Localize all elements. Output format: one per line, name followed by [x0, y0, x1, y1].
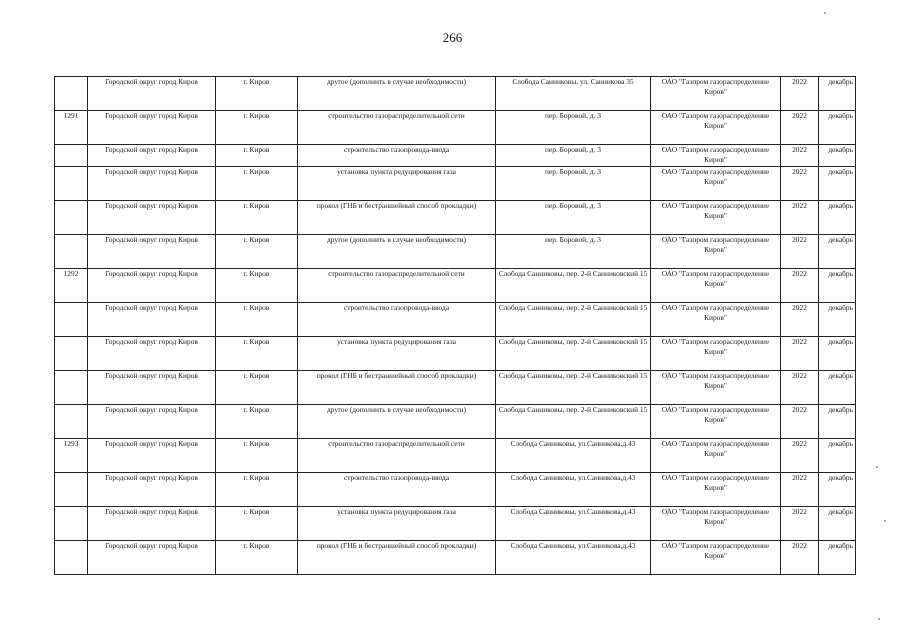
year-cell: 2022: [781, 77, 819, 111]
month-cell: декабрь: [819, 303, 856, 337]
year-cell: 2022: [781, 269, 819, 303]
row-number: [55, 473, 88, 507]
work-type-cell: другое (дополнить в случае необходимости): [298, 77, 496, 111]
row-number: [55, 507, 88, 541]
district-cell: Городской округ город Киров: [88, 337, 216, 371]
work-type-cell: строительство газопровода-ввода: [298, 303, 496, 337]
district-cell: Городской округ город Киров: [88, 167, 216, 201]
month-cell: декабрь: [819, 167, 856, 201]
row-number: [55, 405, 88, 439]
address-cell: Слобода Санниковы, пер. 2-й Санниковский 15: [496, 269, 651, 303]
year-cell: 2022: [781, 473, 819, 507]
organization-cell: ОАО "Газпром газораспределение Киров": [651, 405, 781, 439]
month-cell: декабрь: [819, 507, 856, 541]
row-number: [55, 303, 88, 337]
district-cell: Городской округ город Киров: [88, 371, 216, 405]
work-type-cell: установка пункта редуцирования газа: [298, 167, 496, 201]
district-cell: Городской округ город Киров: [88, 201, 216, 235]
city-cell: г. Киров: [216, 337, 298, 371]
address-cell: Слобода Санниковы, ул. Санникова 35: [496, 77, 651, 111]
city-cell: г. Киров: [216, 439, 298, 473]
work-type-cell: строительство газопровода-ввода: [298, 473, 496, 507]
month-cell: декабрь: [819, 111, 856, 145]
row-number: [55, 235, 88, 269]
month-cell: декабрь: [819, 235, 856, 269]
work-type-cell: прокол (ГНБ и бестраншейный способ прокладки): [298, 371, 496, 405]
organization-cell: ОАО "Газпром газораспределение Киров": [651, 145, 781, 167]
row-number: [55, 145, 88, 167]
table-row: [55, 269, 856, 303]
organization-cell: ОАО "Газпром газораспределение Киров": [651, 235, 781, 269]
organization-cell: ОАО "Газпром газораспределение Киров": [651, 371, 781, 405]
district-cell: Городской округ город Киров: [88, 235, 216, 269]
row-number: [55, 201, 88, 235]
row-number: [55, 167, 88, 201]
year-cell: 2022: [781, 337, 819, 371]
district-cell: Городской округ город Киров: [88, 473, 216, 507]
district-cell: Городской округ город Киров: [88, 303, 216, 337]
organization-cell: ОАО "Газпром газораспределение Киров": [651, 439, 781, 473]
city-cell: г. Киров: [216, 145, 298, 167]
work-type-cell: другое (дополнить в случае необходимости): [298, 405, 496, 439]
district-cell: Городской округ город Киров: [88, 507, 216, 541]
address-cell: Слобода Санниковы, пер. 2-й Санниковский 15: [496, 405, 651, 439]
district-cell: Городской округ город Киров: [88, 145, 216, 167]
table-row: [55, 201, 856, 235]
address-cell: Слобода Санниковы, пер. 2-й Санниковский 15: [496, 303, 651, 337]
address-cell: Слобода Санниковы, ул.Санникова,д.43: [496, 507, 651, 541]
city-cell: г. Киров: [216, 269, 298, 303]
table-row: [55, 337, 856, 371]
district-cell: Городской округ город Киров: [88, 111, 216, 145]
year-cell: 2022: [781, 303, 819, 337]
month-cell: декабрь: [819, 439, 856, 473]
year-cell: 2022: [781, 541, 819, 575]
table-row: [55, 111, 856, 145]
address-cell: Слобода Санниковы, пер. 2-й Санниковский 15: [496, 337, 651, 371]
address-cell: Слобода Санниковы, ул.Санникова,д.43: [496, 541, 651, 575]
scan-speck: [876, 466, 878, 468]
scan-speck: [824, 12, 826, 14]
address-cell: пер. Боровой, д. 3: [496, 235, 651, 269]
year-cell: 2022: [781, 405, 819, 439]
month-cell: декабрь: [819, 269, 856, 303]
city-cell: г. Киров: [216, 303, 298, 337]
organization-cell: ОАО "Газпром газораспределение Киров": [651, 303, 781, 337]
address-cell: пер. Боровой, д. 3: [496, 167, 651, 201]
scan-speck: [884, 520, 886, 522]
work-type-cell: строительство газораспределительной сети: [298, 439, 496, 473]
organization-cell: ОАО "Газпром газораспределение Киров": [651, 337, 781, 371]
table-row: [55, 371, 856, 405]
work-type-cell: прокол (ГНБ и бестраншейный способ прокладки): [298, 541, 496, 575]
year-cell: 2022: [781, 507, 819, 541]
month-cell: декабрь: [819, 371, 856, 405]
table-row: [55, 439, 856, 473]
year-cell: 2022: [781, 201, 819, 235]
year-cell: 2022: [781, 167, 819, 201]
city-cell: г. Киров: [216, 473, 298, 507]
month-cell: декабрь: [819, 473, 856, 507]
year-cell: 2022: [781, 439, 819, 473]
table-row: [55, 235, 856, 269]
address-cell: пер. Боровой, д. 3: [496, 111, 651, 145]
organization-cell: ОАО "Газпром газораспределение Киров": [651, 269, 781, 303]
organization-cell: ОАО "Газпром газораспределение Киров": [651, 507, 781, 541]
month-cell: декабрь: [819, 77, 856, 111]
gasification-schedule-table: [54, 76, 856, 575]
year-cell: 2022: [781, 111, 819, 145]
city-cell: г. Киров: [216, 167, 298, 201]
month-cell: декабрь: [819, 541, 856, 575]
table-row: [55, 77, 856, 111]
address-cell: Слобода Санниковы, ул.Санникова,д.43: [496, 473, 651, 507]
work-type-cell: строительство газопровода-ввода: [298, 145, 496, 167]
year-cell: 2022: [781, 235, 819, 269]
city-cell: г. Киров: [216, 111, 298, 145]
row-number: 1291: [55, 111, 88, 145]
address-cell: Слобода Санниковы, ул.Санникова,д.43: [496, 439, 651, 473]
organization-cell: ОАО "Газпром газораспределение Киров": [651, 473, 781, 507]
row-number: [55, 541, 88, 575]
organization-cell: ОАО "Газпром газораспределение Киров": [651, 201, 781, 235]
year-cell: 2022: [781, 145, 819, 167]
row-number: [55, 77, 88, 111]
address-cell: пер. Боровой, д. 3: [496, 145, 651, 167]
row-number: [55, 337, 88, 371]
district-cell: Городской округ город Киров: [88, 405, 216, 439]
month-cell: декабрь: [819, 201, 856, 235]
year-cell: 2022: [781, 371, 819, 405]
work-type-cell: другое (дополнить в случае необходимости): [298, 235, 496, 269]
row-number: [55, 371, 88, 405]
city-cell: г. Киров: [216, 77, 298, 111]
district-cell: Городской округ город Киров: [88, 439, 216, 473]
row-number: 1292: [55, 269, 88, 303]
row-number: 1293: [55, 439, 88, 473]
table-row: [55, 507, 856, 541]
month-cell: декабрь: [819, 145, 856, 167]
work-type-cell: строительство газораспределительной сети: [298, 111, 496, 145]
work-type-cell: установка пункта редуцирования газа: [298, 337, 496, 371]
scan-speck: [878, 618, 880, 620]
city-cell: г. Киров: [216, 235, 298, 269]
address-cell: пер. Боровой, д. 3: [496, 201, 651, 235]
table-row: [55, 145, 856, 167]
district-cell: Городской округ город Киров: [88, 77, 216, 111]
work-type-cell: установка пункта редуцирования газа: [298, 507, 496, 541]
city-cell: г. Киров: [216, 371, 298, 405]
table-row: [55, 405, 856, 439]
month-cell: декабрь: [819, 405, 856, 439]
district-cell: Городской округ город Киров: [88, 541, 216, 575]
page-number: 266: [442, 30, 463, 45]
work-type-cell: прокол (ГНБ и бестраншейный способ прокладки): [298, 201, 496, 235]
work-type-cell: строительство газораспределительной сети: [298, 269, 496, 303]
city-cell: г. Киров: [216, 507, 298, 541]
organization-cell: ОАО "Газпром газораспределение Киров": [651, 77, 781, 111]
table-row: [55, 473, 856, 507]
organization-cell: ОАО "Газпром газораспределение Киров": [651, 541, 781, 575]
city-cell: г. Киров: [216, 541, 298, 575]
organization-cell: ОАО "Газпром газораспределение Киров": [651, 111, 781, 145]
table-row: [55, 303, 856, 337]
table-row: [55, 541, 856, 575]
city-cell: г. Киров: [216, 405, 298, 439]
city-cell: г. Киров: [216, 201, 298, 235]
table-row: [55, 167, 856, 201]
month-cell: декабрь: [819, 337, 856, 371]
district-cell: Городской округ город Киров: [88, 269, 216, 303]
address-cell: Слобода Санниковы, пер. 2-й Санниковский 15: [496, 371, 651, 405]
organization-cell: ОАО "Газпром газораспределение Киров": [651, 167, 781, 201]
